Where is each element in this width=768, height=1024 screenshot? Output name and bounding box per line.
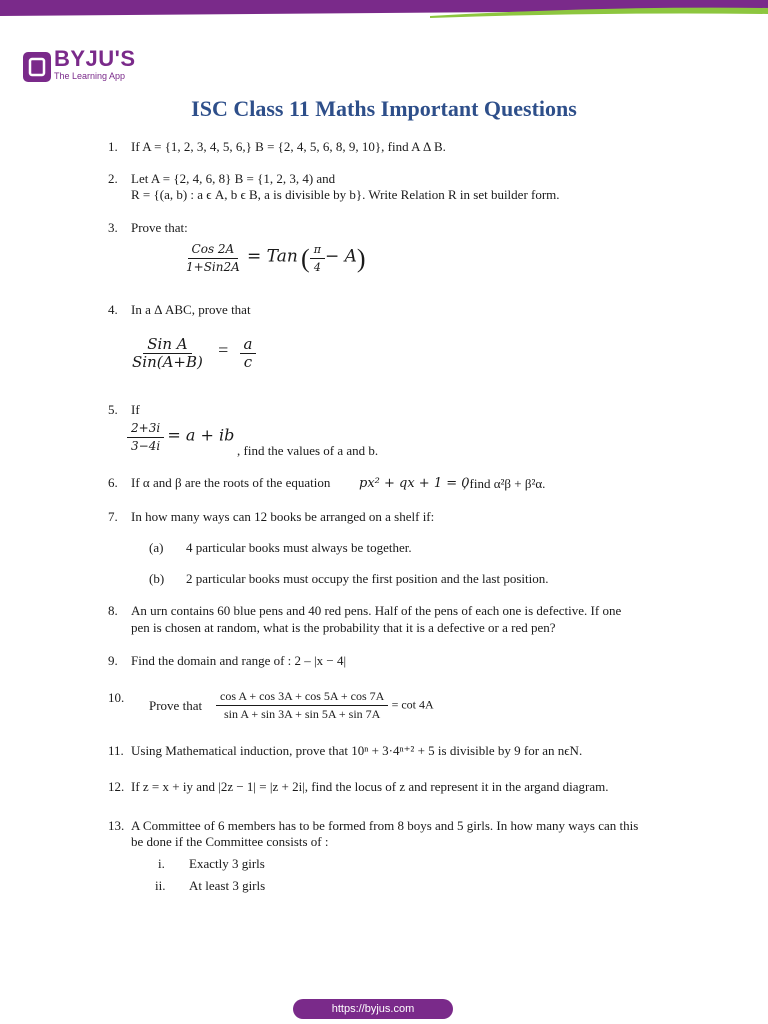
question-text: If z = x + iy and |2z − 1| = |z + 2i|, find the locus of z and represent it in the argand diagram. (131, 779, 609, 794)
sub-text: Exactly 3 girls (189, 856, 265, 871)
fraction-denominator: sin A + sin 3A + sin 5A + sin 7A (223, 707, 381, 721)
equation (127, 420, 234, 455)
page-title: ISC Class 11 Maths Important Questions (191, 96, 577, 121)
question-number: 9. (108, 653, 118, 668)
question-number: 13. (108, 818, 125, 833)
fraction-numerator: a (240, 336, 257, 354)
question-text: In a Δ ABC, prove that (131, 302, 251, 317)
top-color-band (0, 0, 768, 22)
question-text: pen is chosen at random, what is the probability that it is a defective or a red pen? (131, 620, 556, 635)
sub-label: ii. (155, 878, 166, 893)
question-text: In how many ways can 12 books be arranged on a shelf if: (131, 509, 435, 524)
fraction-numerator: π (310, 241, 325, 259)
equation-rhs: = a + ib (167, 425, 235, 445)
question-text: If A = {1, 2, 3, 4, 5, 6,} B = {2, 4, 5, 6, 8, 9, 10}, find A Δ B. (131, 139, 446, 154)
fraction-denominator: Sin(A+B) (132, 353, 203, 371)
question-text: An urn contains 60 blue pens and 40 red pens. Half of the pens of each one is defective. If one (131, 603, 622, 618)
question-text: Prove that: (131, 220, 188, 235)
question-text: , find α²β + β²α. (463, 476, 546, 491)
equation-rhs: = cot 4A (391, 697, 434, 712)
question-text: , find the values of a and b. (237, 443, 379, 458)
brand-logo (54, 48, 136, 82)
question-number: 12. (108, 779, 125, 794)
question-text: Using Mathematical induction, prove that 10ⁿ + 3·4ⁿ⁺² + 5 is divisible by 9 for an nϵN. (131, 743, 583, 758)
question-number: 3. (108, 220, 118, 235)
equation: $\frac{\text{Cos 2A}}{\text{1+Sin2A}}$ = Tan ( $\frac{\pi}{4}$ − A) (182, 241, 366, 276)
sub-text: 4 particular books must always be together. (186, 540, 412, 555)
question-text: If (131, 402, 140, 417)
question-text: be done if the Committee consists of : (131, 834, 329, 849)
equation (216, 688, 434, 723)
fraction-numerator: Sin A (143, 336, 191, 354)
brand-tagline: The Learning App (54, 71, 126, 81)
fraction-denominator: 3−4i (131, 439, 161, 453)
question-number: 11. (108, 743, 124, 758)
question-number: 6. (108, 475, 118, 490)
sub-label: (a) (149, 540, 164, 555)
book-logo-icon (22, 50, 52, 84)
fraction-numerator: cos A + cos 3A + cos 5A + cos 7A (216, 688, 388, 706)
question-text: R = {(a, b) : a ϵ A, b ϵ B, a is divisible by b}. Write Relation R in set builder form. (131, 187, 560, 202)
sub-label: i. (158, 856, 165, 871)
question-text: A Committee of 6 members has to be formed from 8 boys and 5 girls. In how many ways can this (131, 818, 639, 833)
sub-text: 2 particular books must occupy the first position and the last position. (186, 571, 549, 586)
brand-name: BYJU'S (54, 46, 136, 71)
sub-label: (b) (149, 571, 165, 586)
question-text: Let A = {2, 4, 6, 8} B = {1, 2, 3, 4) and (131, 171, 336, 186)
question-number: 1. (108, 139, 118, 154)
question-text: Find the domain and range of : 2 – |x − 4| (131, 653, 347, 668)
fraction-denominator: 1+Sin2A (186, 260, 240, 274)
equation-term: − A (324, 246, 357, 267)
fraction-denominator: 4 (313, 261, 321, 274)
question-number: 7. (108, 509, 118, 524)
equation (128, 336, 256, 371)
equation-rhs: = Tan (247, 246, 298, 267)
question-number: 2. (108, 171, 118, 186)
equals-sign: = (218, 340, 229, 361)
equation: px² + qx + 1 = 0 (359, 476, 470, 491)
question-number: 8. (108, 603, 118, 618)
question-number: 4. (108, 302, 118, 317)
question-text: If α and β are the roots of the equation (131, 475, 331, 490)
sub-text: At least 3 girls (189, 878, 266, 893)
question-number: 5. (108, 402, 118, 417)
fraction-numerator: Cos 2A (188, 241, 239, 259)
fraction-numerator: 2+3i (127, 420, 164, 438)
fraction-denominator: c (243, 353, 253, 371)
question-text: Prove that (149, 698, 203, 713)
question-number: 10. (108, 690, 125, 705)
footer-url-link[interactable]: https://byjus.com (293, 999, 453, 1019)
